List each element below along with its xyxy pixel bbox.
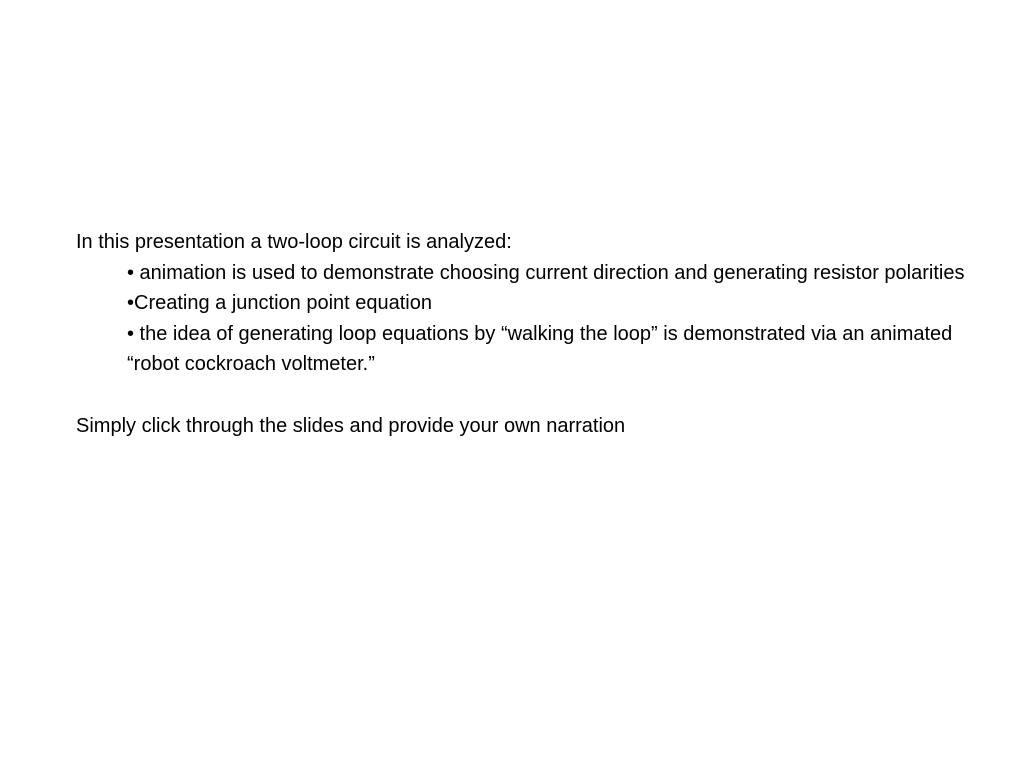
- closing-text: Simply click through the slides and provide your own narration: [76, 414, 626, 437]
- bullet-item-junction: •Creating a junction point equation: [127, 292, 432, 315]
- slide-text-body: [76, 227, 996, 441]
- intro-text: In this presentation a two-loop circuit is analyzed:: [76, 231, 512, 253]
- bullet-item-loop-equations: • the idea of generating loop equations by “walking the loop” is demonstrated via an animated “robot cockroach voltmeter.”: [127, 322, 953, 376]
- bullet-list: [76, 258, 996, 380]
- paragraph-spacer: [76, 380, 996, 411]
- bullet-item-animation: • animation is used to demonstrate choosing current direction and generating resistor polarities: [127, 261, 965, 284]
